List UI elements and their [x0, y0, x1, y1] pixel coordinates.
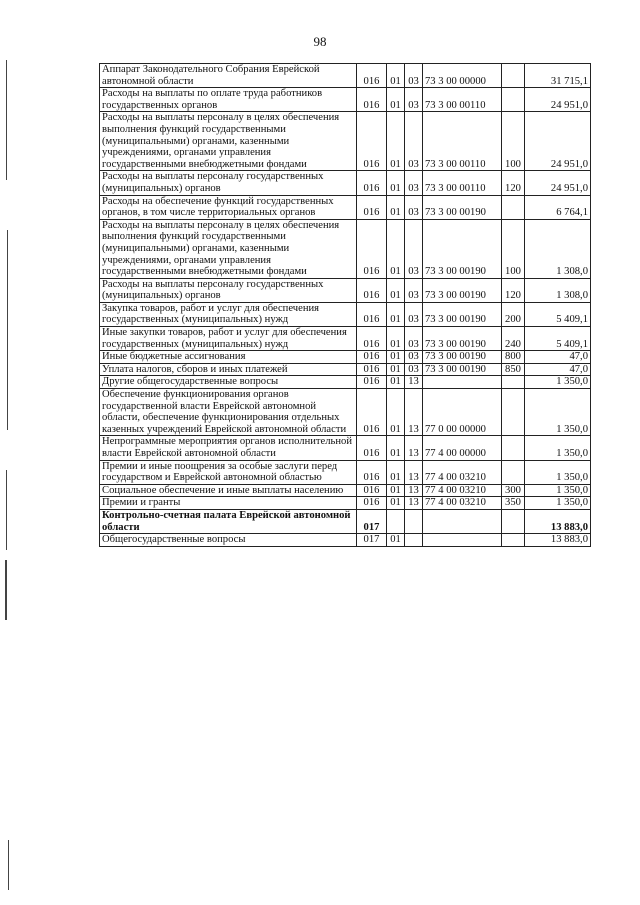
row-subsection: 03	[405, 64, 423, 88]
table-row	[100, 88, 591, 112]
row-org-code: 016	[357, 376, 387, 389]
row-org-code: 016	[357, 195, 387, 219]
row-section: 01	[387, 88, 405, 112]
row-target-code	[423, 509, 502, 533]
row-org-code: 016	[357, 436, 387, 460]
table-row	[100, 112, 591, 171]
row-name: Другие общегосударственные вопросы	[100, 376, 357, 389]
scan-mark	[5, 560, 7, 620]
row-subsection: 03	[405, 327, 423, 351]
row-expense-type: 120	[502, 171, 525, 195]
row-subsection: 13	[405, 484, 423, 497]
row-target-code: 77 4 00 03210	[423, 497, 502, 510]
row-name: Расходы на выплаты персоналу государственных (муниципальных) органов	[100, 278, 357, 302]
row-section	[387, 509, 405, 533]
row-expense-type: 850	[502, 363, 525, 376]
row-org-code: 016	[357, 351, 387, 364]
row-expense-type: 100	[502, 219, 525, 278]
row-name: Закупка товаров, работ и услуг для обеспечения государственных (муниципальных) нужд	[100, 302, 357, 326]
row-amount: 6 764,1	[525, 195, 591, 219]
row-expense-type: 240	[502, 327, 525, 351]
row-expense-type	[502, 195, 525, 219]
row-amount: 24 951,0	[525, 88, 591, 112]
table-row	[100, 278, 591, 302]
row-section: 01	[387, 460, 405, 484]
row-org-code: 017	[357, 509, 387, 533]
row-amount: 47,0	[525, 363, 591, 376]
row-name: Премии и гранты	[100, 497, 357, 510]
row-name: Уплата налогов, сборов и иных платежей	[100, 363, 357, 376]
row-section: 01	[387, 327, 405, 351]
row-subsection: 13	[405, 460, 423, 484]
row-amount: 5 409,1	[525, 302, 591, 326]
row-amount: 1 350,0	[525, 389, 591, 436]
row-section: 01	[387, 195, 405, 219]
row-expense-type: 800	[502, 351, 525, 364]
row-section: 01	[387, 389, 405, 436]
row-name: Непрограммные мероприятия органов исполнительной власти Еврейской автономной области	[100, 436, 357, 460]
row-target-code: 73 3 00 00110	[423, 88, 502, 112]
table-row	[100, 219, 591, 278]
row-name: Аппарат Законодательного Собрания Еврейской автономной области	[100, 64, 357, 88]
row-name: Расходы на выплаты персоналу в целях обеспечения выполнения функций государственными (муниципальными) органами, казенными учреждениями, органами управления государственными внебюджетными фондами	[100, 112, 357, 171]
page-number: 98	[313, 34, 327, 49]
row-expense-type: 120	[502, 278, 525, 302]
row-expense-type: 350	[502, 497, 525, 510]
row-subsection: 13	[405, 497, 423, 510]
row-subsection: 03	[405, 219, 423, 278]
row-target-code: 73 3 00 00190	[423, 302, 502, 326]
row-expense-type	[502, 460, 525, 484]
row-section: 01	[387, 351, 405, 364]
budget-table	[99, 63, 591, 547]
table-row	[100, 436, 591, 460]
row-target-code: 77 0 00 00000	[423, 389, 502, 436]
row-name: Иные бюджетные ассигнования	[100, 351, 357, 364]
row-amount: 1 308,0	[525, 219, 591, 278]
row-section: 01	[387, 302, 405, 326]
row-name: Общегосударственные вопросы	[100, 534, 357, 547]
row-amount: 13 883,0	[525, 509, 591, 533]
row-name: Премии и иные поощрения за особые заслуги перед государством и Еврейской автономной областью	[100, 460, 357, 484]
scan-mark	[8, 840, 9, 890]
row-expense-type	[502, 88, 525, 112]
row-section: 01	[387, 278, 405, 302]
table-row	[100, 497, 591, 510]
table-row	[100, 195, 591, 219]
row-amount: 24 951,0	[525, 112, 591, 171]
row-subsection: 13	[405, 376, 423, 389]
row-org-code: 016	[357, 389, 387, 436]
row-subsection: 03	[405, 351, 423, 364]
row-amount: 31 715,1	[525, 64, 591, 88]
row-expense-type	[502, 64, 525, 88]
row-subsection: 03	[405, 278, 423, 302]
row-org-code: 016	[357, 88, 387, 112]
budget-table-body	[100, 64, 591, 547]
row-target-code: 73 3 00 00110	[423, 171, 502, 195]
row-section: 01	[387, 534, 405, 547]
row-target-code: 73 3 00 00190	[423, 195, 502, 219]
row-section: 01	[387, 219, 405, 278]
table-row	[100, 376, 591, 389]
row-amount: 1 308,0	[525, 278, 591, 302]
row-amount: 24 951,0	[525, 171, 591, 195]
row-section: 01	[387, 484, 405, 497]
table-row	[100, 389, 591, 436]
row-org-code: 016	[357, 460, 387, 484]
row-target-code: 73 3 00 00190	[423, 327, 502, 351]
row-org-code: 016	[357, 327, 387, 351]
row-subsection: 03	[405, 302, 423, 326]
row-expense-type: 300	[502, 484, 525, 497]
row-org-code: 016	[357, 363, 387, 376]
row-amount: 1 350,0	[525, 484, 591, 497]
row-target-code: 73 3 00 00110	[423, 112, 502, 171]
row-org-code: 016	[357, 497, 387, 510]
row-subsection	[405, 534, 423, 547]
row-name: Расходы на выплаты персоналу государственных (муниципальных) органов	[100, 171, 357, 195]
table-row	[100, 351, 591, 364]
table-row	[100, 64, 591, 88]
row-target-code	[423, 534, 502, 547]
table-row	[100, 460, 591, 484]
row-expense-type: 100	[502, 112, 525, 171]
row-subsection: 13	[405, 389, 423, 436]
row-expense-type	[502, 509, 525, 533]
row-target-code: 77 4 00 03210	[423, 484, 502, 497]
row-target-code: 73 3 00 00000	[423, 64, 502, 88]
row-org-code: 016	[357, 278, 387, 302]
row-subsection: 03	[405, 195, 423, 219]
row-section: 01	[387, 171, 405, 195]
row-section: 01	[387, 363, 405, 376]
row-subsection: 03	[405, 171, 423, 195]
row-expense-type	[502, 389, 525, 436]
table-row	[100, 302, 591, 326]
row-expense-type	[502, 436, 525, 460]
scan-mark	[6, 60, 7, 180]
row-subsection: 13	[405, 436, 423, 460]
row-expense-type: 200	[502, 302, 525, 326]
row-org-code: 016	[357, 302, 387, 326]
table-row	[100, 534, 591, 547]
row-target-code	[423, 376, 502, 389]
row-target-code: 73 3 00 00190	[423, 351, 502, 364]
row-target-code: 73 3 00 00190	[423, 219, 502, 278]
row-org-code: 016	[357, 112, 387, 171]
row-amount: 5 409,1	[525, 327, 591, 351]
row-section: 01	[387, 376, 405, 389]
row-section: 01	[387, 112, 405, 171]
row-subsection	[405, 509, 423, 533]
row-amount: 1 350,0	[525, 460, 591, 484]
scan-mark	[6, 470, 7, 550]
row-subsection: 03	[405, 88, 423, 112]
row-name: Расходы на выплаты персоналу в целях обеспечения выполнения функций государственными (муниципальными) органами, казенными учреждениями, органами управления государственными внебюджетными фондами	[100, 219, 357, 278]
row-target-code: 73 3 00 00190	[423, 278, 502, 302]
row-expense-type	[502, 534, 525, 547]
row-subsection: 03	[405, 363, 423, 376]
row-org-code: 017	[357, 534, 387, 547]
row-org-code: 016	[357, 171, 387, 195]
row-target-code: 77 4 00 00000	[423, 436, 502, 460]
table-row	[100, 327, 591, 351]
row-org-code: 016	[357, 219, 387, 278]
row-name: Расходы на обеспечение функций государственных органов, в том числе территориальных органов	[100, 195, 357, 219]
row-name: Расходы на выплаты по оплате труда работников государственных органов	[100, 88, 357, 112]
row-target-code: 73 3 00 00190	[423, 363, 502, 376]
row-expense-type	[502, 376, 525, 389]
row-org-code: 016	[357, 64, 387, 88]
row-amount: 13 883,0	[525, 534, 591, 547]
row-amount: 1 350,0	[525, 436, 591, 460]
row-amount: 1 350,0	[525, 376, 591, 389]
row-amount: 1 350,0	[525, 497, 591, 510]
row-section: 01	[387, 64, 405, 88]
row-name: Социальное обеспечение и иные выплаты населению	[100, 484, 357, 497]
table-row	[100, 363, 591, 376]
scan-mark	[7, 230, 8, 430]
table-row	[100, 171, 591, 195]
row-org-code: 016	[357, 484, 387, 497]
row-name: Контрольно-счетная палата Еврейской автономной области	[100, 509, 357, 533]
table-row	[100, 509, 591, 533]
row-target-code: 77 4 00 03210	[423, 460, 502, 484]
row-subsection: 03	[405, 112, 423, 171]
row-name: Обеспечение функционирования органов государственной власти Еврейской автономной области, обеспечение функционирования отдельных казенных учреждений Еврейской автономной области	[100, 389, 357, 436]
table-row	[100, 484, 591, 497]
row-section: 01	[387, 497, 405, 510]
row-amount: 47,0	[525, 351, 591, 364]
row-name: Иные закупки товаров, работ и услуг для обеспечения государственных (муниципальных) нужд	[100, 327, 357, 351]
row-section: 01	[387, 436, 405, 460]
